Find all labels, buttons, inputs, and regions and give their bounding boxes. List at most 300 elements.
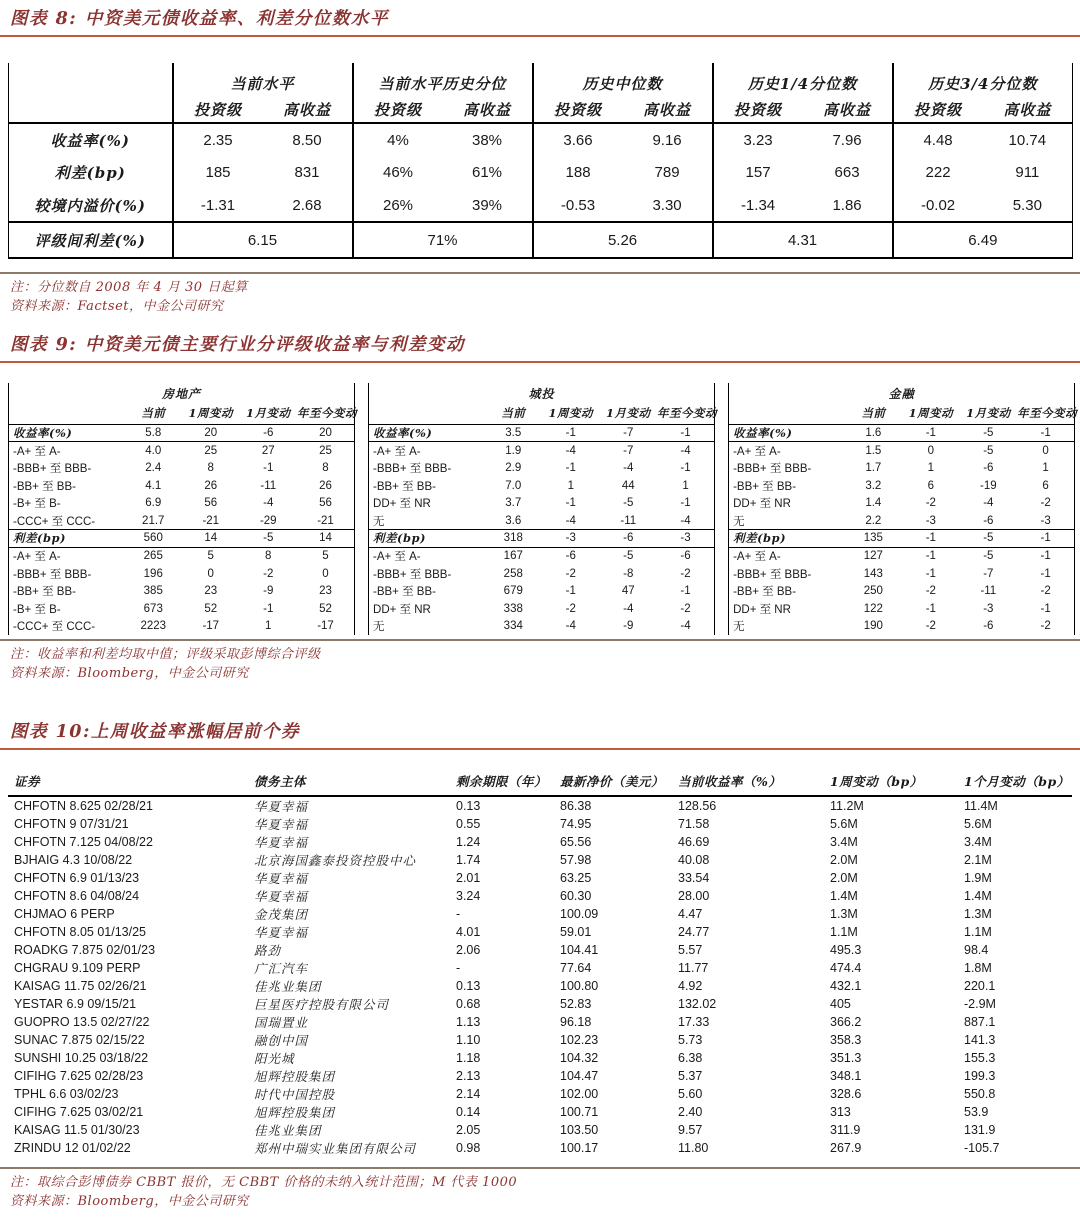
figure10-tenor: 0.55 bbox=[456, 817, 481, 832]
figure10-bond-row bbox=[8, 977, 1072, 995]
figure9-cell: -1 bbox=[925, 532, 936, 545]
figure10-price: 100.09 bbox=[560, 907, 599, 922]
figure8-section bbox=[0, 0, 1080, 316]
figure8-title-rule bbox=[0, 35, 1080, 37]
figure9-column-header: 当前 bbox=[501, 406, 526, 421]
figure9-cell: -1 bbox=[925, 602, 936, 615]
figure9-cell: -19 bbox=[980, 479, 997, 492]
figure9-cell: -6 bbox=[983, 461, 994, 474]
figure9-cell: -5 bbox=[623, 550, 634, 563]
figure8-cell: 8.50 bbox=[292, 131, 322, 149]
figure10-month-change: 550.8 bbox=[964, 1087, 996, 1102]
figure9-column-header: 年至今变动 bbox=[657, 406, 718, 421]
figure8-group-header: 历史1/4分位数 bbox=[713, 63, 893, 97]
figure9-panel-title-row bbox=[369, 383, 715, 403]
figure9-row-label: -B+ 至 B- bbox=[13, 603, 61, 616]
figure10-issuer: 华夏幸福 bbox=[254, 889, 309, 905]
figure10-week-change: 267.9 bbox=[830, 1141, 862, 1156]
figure9-cell: 52 bbox=[319, 602, 332, 615]
figure9-row bbox=[369, 565, 715, 583]
figure9-cell: -4 bbox=[565, 514, 576, 527]
figure9-cell: -21 bbox=[202, 514, 220, 527]
figure8-cell: 222 bbox=[893, 156, 983, 189]
figure10-table bbox=[8, 770, 1072, 1157]
figure9-row bbox=[729, 424, 1075, 442]
figure9-cell: 3.7 bbox=[505, 497, 522, 510]
figure10-bond-row bbox=[8, 1049, 1072, 1067]
figure9-row bbox=[729, 442, 1075, 460]
figure10-month-change: 1.1M bbox=[964, 925, 992, 940]
figure8-cell: 663 bbox=[834, 164, 860, 181]
figure10-yield: 40.08 bbox=[678, 853, 710, 868]
figure9-cell: -4 bbox=[983, 497, 994, 510]
figure9-row-label: -BB+ 至 BB- bbox=[373, 586, 436, 599]
figure8-group-header-row bbox=[9, 63, 1073, 97]
figure9-cell: 679 bbox=[503, 585, 523, 598]
figure8-cell: 157 bbox=[713, 156, 803, 189]
figure9-cell: -1 bbox=[1040, 550, 1051, 563]
figure8-merged-cell: 5.26 bbox=[533, 222, 713, 258]
figure10-price: 102.00 bbox=[560, 1087, 599, 1102]
figure10-week-change: 351.3 bbox=[830, 1051, 862, 1066]
figure9-cell: 5 bbox=[322, 550, 329, 563]
figure9-row-label: -B+ 至 B- bbox=[13, 498, 61, 511]
figure9-cell: 338 bbox=[503, 602, 523, 615]
figure9-column-header: 当前 bbox=[861, 406, 886, 421]
figure9-column-header: 1月变动 bbox=[245, 406, 291, 421]
figure10-month-change: -105.7 bbox=[964, 1141, 1000, 1156]
figure10-bond-row bbox=[8, 959, 1072, 977]
figure9-row-label: 利差(bp) bbox=[13, 531, 66, 546]
figure10-price: 100.80 bbox=[560, 979, 599, 994]
figure9-row-label: -BBB+ 至 BBB- bbox=[13, 568, 92, 581]
figure10-month-change: 131.9 bbox=[964, 1123, 996, 1138]
figure8-row-label: 利差(bp) bbox=[54, 164, 126, 182]
figure9-row bbox=[369, 530, 715, 548]
figure10-bond-row bbox=[8, 796, 1072, 815]
figure9-row bbox=[729, 582, 1075, 600]
figure10-month-change: 1.4M bbox=[964, 889, 992, 904]
figure9-row-label: DD+ 至 NR bbox=[373, 498, 431, 511]
figure10-week-change: 366.2 bbox=[830, 1015, 862, 1030]
figure10-yield: 11.80 bbox=[678, 1141, 709, 1156]
figure9-cell: -3 bbox=[565, 532, 576, 545]
figure9-row bbox=[729, 547, 1075, 565]
figure9-cell: -9 bbox=[263, 585, 274, 598]
figure10-ticker: CIFIHG 7.625 02/28/23 bbox=[14, 1069, 144, 1084]
figure8-table-head bbox=[9, 63, 1073, 123]
figure9-cell: 2.9 bbox=[505, 461, 522, 474]
figure9-cell: 4.1 bbox=[145, 479, 162, 492]
figure10-month-change: 155.3 bbox=[964, 1051, 996, 1066]
figure8-table-body bbox=[9, 123, 1073, 258]
figure9-row bbox=[9, 530, 355, 548]
figure8-cell: 46% bbox=[353, 156, 443, 189]
figure10-column-header: 证券 bbox=[14, 774, 41, 790]
figure8-merged-cell: 4.31 bbox=[713, 222, 893, 258]
figure10-yield: 5.60 bbox=[678, 1087, 703, 1102]
figure10-week-change: 348.1 bbox=[830, 1069, 862, 1084]
figure9-cell: -6 bbox=[680, 550, 691, 563]
figure9-cell: -1 bbox=[680, 461, 691, 474]
figure9-row bbox=[729, 530, 1075, 548]
figure9-row bbox=[729, 459, 1075, 477]
figure10-issuer: 巨星医疗控股有限公司 bbox=[254, 997, 390, 1013]
figure9-row bbox=[729, 618, 1075, 636]
figure8-merged-cell: 6.15 bbox=[173, 222, 353, 258]
figure9-row bbox=[9, 494, 355, 512]
figure9-cell: -4 bbox=[263, 497, 274, 510]
figure9-row bbox=[729, 494, 1075, 512]
figure9-cell: -4 bbox=[623, 602, 634, 615]
figure10-price: 104.32 bbox=[560, 1051, 599, 1066]
figure10-ticker: CHFOTN 9 07/31/21 bbox=[14, 817, 129, 832]
figure9-cell: -6 bbox=[263, 426, 274, 439]
figure9-cell: 135 bbox=[863, 532, 883, 545]
figure10-tenor: 4.01 bbox=[456, 925, 481, 940]
figure9-column-header: 1月变动 bbox=[966, 406, 1011, 421]
figure9-cell: -2 bbox=[263, 567, 274, 580]
figure9-cell: 25 bbox=[204, 444, 218, 457]
figure9-column-header: 1月变动 bbox=[606, 406, 651, 421]
figure9-row-label: 利差(bp) bbox=[373, 531, 426, 546]
figure9-row bbox=[369, 512, 715, 530]
figure9-row-label: -BB+ 至 BB- bbox=[733, 586, 797, 599]
figure10-price: 52.83 bbox=[560, 997, 592, 1012]
figure10-title-rule bbox=[0, 748, 1080, 750]
figure10-tenor: 2.05 bbox=[456, 1123, 481, 1138]
figure9-row bbox=[9, 618, 355, 636]
figure9-row bbox=[729, 512, 1075, 530]
figure8-cell: 188 bbox=[533, 156, 623, 189]
figure10-week-change: 405 bbox=[830, 997, 851, 1012]
figure10-ticker: CHFOTN 8.05 01/13/25 bbox=[14, 925, 147, 940]
figure9-cell: 1.4 bbox=[865, 497, 882, 510]
figure8-cell: -1.34 bbox=[713, 189, 803, 222]
figure10-bond-row bbox=[8, 941, 1072, 959]
figure9-note: 注：收益率和利差均取中值；评级采取彭博综合评级 bbox=[10, 647, 321, 663]
figure9-cell: -5 bbox=[983, 426, 994, 439]
figure10-tenor: 1.10 bbox=[456, 1033, 481, 1048]
figure9-cell: 8 bbox=[322, 461, 329, 474]
figure9-cell: -5 bbox=[263, 532, 274, 545]
figure10-ticker: CHFOTN 8.625 02/28/21 bbox=[14, 799, 153, 814]
figure9-cell: -5 bbox=[983, 532, 994, 545]
figure9-cell: 258 bbox=[503, 567, 523, 580]
figure9-cell: -1 bbox=[263, 461, 274, 474]
figure9-cell: 334 bbox=[503, 620, 523, 633]
figure10-price: 74.95 bbox=[560, 817, 592, 832]
figure10-month-change: 220.1 bbox=[964, 979, 996, 994]
figure8-subheader: 投资级 bbox=[353, 97, 443, 123]
figure9-cell: -9 bbox=[623, 620, 634, 633]
figure9-cell: 3.2 bbox=[865, 479, 882, 492]
figure10-issuer: 国瑞置业 bbox=[254, 1015, 309, 1031]
figure10-issuer: 旭辉控股集团 bbox=[254, 1069, 336, 1085]
figure9-row-label: -BB+ 至 BB- bbox=[13, 586, 76, 599]
figure8-cell: -1.31 bbox=[173, 189, 263, 222]
figure9-cell: -2 bbox=[680, 602, 691, 615]
figure10-issuer: 时代中国控股 bbox=[254, 1087, 336, 1103]
figure9-row-label: -BB+ 至 BB- bbox=[13, 480, 76, 493]
figure9-cell: -1 bbox=[925, 550, 936, 563]
figure9-cell: 127 bbox=[863, 550, 883, 563]
figure8-cell: 2.68 bbox=[292, 196, 322, 214]
figure10-column-header: 当前收益率（%） bbox=[678, 774, 782, 790]
figure9-cell: -3 bbox=[983, 602, 994, 615]
figure9-title: 图表 9: 中资美元债主要行业分评级收益率与利差变动 bbox=[10, 335, 465, 355]
figure9-row-label: -CCC+ 至 CCC- bbox=[13, 515, 96, 528]
figure10-issuer: 华夏幸福 bbox=[254, 835, 309, 851]
figure9-column-header: 年至今变动 bbox=[1017, 406, 1078, 421]
figure10-ticker: YESTAR 6.9 09/15/21 bbox=[14, 997, 137, 1012]
figure10-tenor: - bbox=[456, 907, 461, 922]
figure9-cell: -2 bbox=[925, 497, 936, 510]
figure9-notes bbox=[0, 641, 1080, 683]
figure9-row bbox=[729, 565, 1075, 583]
figure10-ticker: CIFIHG 7.625 03/02/21 bbox=[14, 1105, 144, 1120]
figure10-month-change: 887.1 bbox=[964, 1015, 996, 1030]
figure10-table-body bbox=[8, 796, 1072, 1157]
figure9-row-label: 利差(bp) bbox=[733, 531, 787, 546]
figure10-bond-row bbox=[8, 1067, 1072, 1085]
figure10-issuer: 华夏幸福 bbox=[254, 799, 309, 815]
figure8-cell: 1.86 bbox=[832, 196, 862, 214]
figure8-cell: 9.16 bbox=[652, 131, 682, 149]
figure9-cell: 5.8 bbox=[145, 426, 162, 439]
figure9-cell: 0 bbox=[322, 567, 329, 580]
figure9-cell: -1 bbox=[565, 585, 576, 598]
figure10-month-change: 199.3 bbox=[964, 1069, 996, 1084]
figure10-week-change: 1.4M bbox=[830, 889, 858, 904]
figure10-yield: 9.57 bbox=[678, 1123, 703, 1138]
figure9-cell: -1 bbox=[565, 461, 576, 474]
figure8-cell: 831 bbox=[294, 164, 320, 181]
figure10-tenor: 1.74 bbox=[456, 853, 481, 868]
figure9-cell: -1 bbox=[680, 497, 691, 510]
figure10-header-row bbox=[8, 770, 1072, 796]
figure8-cell: 4.48 bbox=[893, 123, 983, 156]
figure9-cell: -6 bbox=[565, 550, 576, 563]
figure9-panel-title-row bbox=[729, 383, 1075, 403]
figure9-cell: 385 bbox=[143, 585, 163, 598]
figure10-column-header: 剩余期限（年） bbox=[456, 774, 548, 790]
figure9-cell: -7 bbox=[983, 567, 994, 580]
figure9-corner-cell bbox=[369, 403, 485, 424]
figure10-issuer: 华夏幸福 bbox=[254, 925, 309, 941]
figure10-price: 63.25 bbox=[560, 871, 592, 886]
figure9-cell: 560 bbox=[143, 532, 163, 545]
figure9-cell: -6 bbox=[623, 532, 634, 545]
figure9-row bbox=[369, 442, 715, 460]
figure9-cell: -1 bbox=[263, 602, 274, 615]
figure9-row bbox=[9, 565, 355, 583]
figure10-ticker: TPHL 6.6 03/02/23 bbox=[14, 1087, 119, 1102]
figure8-group-header: 当前水平 bbox=[173, 63, 353, 97]
figure10-week-change: 3.4M bbox=[830, 835, 858, 850]
figure10-column-header: 1周变动（bp） bbox=[830, 774, 923, 790]
figure9-cell: -3 bbox=[925, 514, 936, 527]
figure8-subheader: 高收益 bbox=[283, 101, 332, 119]
figure10-yield: 5.37 bbox=[678, 1069, 703, 1084]
figure10-week-change: 495.3 bbox=[830, 943, 862, 958]
figure9-panel-title-row bbox=[9, 383, 355, 403]
figure10-yield: 2.40 bbox=[678, 1105, 703, 1120]
figure9-row-label: -BBB+ 至 BBB- bbox=[373, 568, 452, 581]
figure10-bond-row bbox=[8, 815, 1072, 833]
figure10-note: 注：取综合彭博债券 CBBT 报价，无 CBBT 价格的未纳入统计范围；M 代表 1000 bbox=[10, 1175, 518, 1191]
figure10-tenor: 0.14 bbox=[456, 1105, 481, 1120]
figure10-tenor: 0.68 bbox=[456, 997, 481, 1012]
figure9-row bbox=[9, 512, 355, 530]
figure9-cell: 26 bbox=[204, 479, 218, 492]
figure9-cell: 1 bbox=[927, 461, 935, 474]
figure10-tenor: 0.13 bbox=[456, 979, 481, 994]
figure8-group-header: 历史中位数 bbox=[533, 63, 713, 97]
figure10-notes bbox=[0, 1169, 1080, 1211]
figure9-panel-2 bbox=[368, 383, 718, 635]
figure8-group-header: 当前水平历史分位 bbox=[353, 63, 533, 97]
figure10-week-change: 11.2M bbox=[830, 799, 864, 814]
figure10-section bbox=[0, 713, 1080, 1211]
figure10-yield: 6.38 bbox=[678, 1051, 703, 1066]
figure9-row bbox=[9, 600, 355, 618]
figure9-row bbox=[729, 477, 1075, 495]
figure9-cell: -11 bbox=[980, 585, 997, 598]
figure9-row bbox=[9, 459, 355, 477]
figure9-cell: 47 bbox=[621, 585, 635, 598]
figure8-cell: 10.74 bbox=[1008, 131, 1047, 149]
figure9-cell: -4 bbox=[565, 620, 576, 633]
figure9-cell: 1 bbox=[567, 479, 574, 492]
figure10-bond-row bbox=[8, 1013, 1072, 1031]
figure9-cell: 8 bbox=[207, 461, 214, 474]
figure8-cell: -0.53 bbox=[533, 189, 623, 222]
figure8-subheader: 高收益 bbox=[823, 101, 872, 119]
figure10-week-change: 474.4 bbox=[830, 961, 862, 976]
figure10-price: 59.01 bbox=[560, 925, 592, 940]
figure9-cell: -4 bbox=[565, 444, 576, 457]
figure8-cell: 5.30 bbox=[1012, 196, 1042, 214]
figure9-panel-body bbox=[729, 383, 1078, 635]
figure8-cell: 3.23 bbox=[713, 123, 803, 156]
figure10-issuer: 佳兆业集团 bbox=[254, 1123, 322, 1139]
figure9-row-label: 无 bbox=[373, 621, 385, 634]
figure10-bond-row bbox=[8, 995, 1072, 1013]
figure9-cell: 8 bbox=[265, 550, 272, 563]
figure8-row-label: 收益率(%) bbox=[50, 131, 130, 150]
figure9-cell: 21.7 bbox=[142, 514, 165, 527]
figure10-month-change: -2.9M bbox=[964, 997, 996, 1012]
figure10-issuer: 北京海国鑫泰投资控股中心 bbox=[254, 853, 417, 869]
figure10-ticker: SUNSHI 10.25 03/18/22 bbox=[14, 1051, 149, 1066]
figure10-bond-row bbox=[8, 1121, 1072, 1139]
figure9-cell: -5 bbox=[623, 497, 634, 510]
figure10-month-change: 3.4M bbox=[964, 835, 992, 850]
figure9-cell: 1 bbox=[682, 479, 689, 492]
figure9-cell: -1 bbox=[680, 585, 691, 598]
figure8-cell: 2.35 bbox=[173, 123, 263, 156]
figure9-section bbox=[0, 326, 1080, 683]
figure9-column-header-row bbox=[729, 403, 1075, 424]
figure9-cell: -17 bbox=[202, 620, 220, 633]
figure8-cell: 3.66 bbox=[533, 123, 623, 156]
figure8-subheader: 高收益 bbox=[463, 101, 512, 119]
figure10-yield: 4.47 bbox=[678, 907, 703, 922]
figure9-column-header: 1周变动 bbox=[548, 406, 594, 421]
figure9-row-label: 收益率(%) bbox=[13, 425, 73, 440]
figure10-bond-row bbox=[8, 1085, 1072, 1103]
figure9-row-label: 无 bbox=[733, 515, 745, 528]
figure9-cell: -7 bbox=[623, 426, 634, 439]
figure8-subheader: 投资级 bbox=[173, 97, 263, 123]
figure10-price: 86.38 bbox=[560, 799, 592, 814]
figure9-cell: -3 bbox=[680, 532, 691, 545]
figure8-source: 资料来源：Factset，中金公司研究 bbox=[10, 299, 224, 314]
figure10-ticker: KAISAG 11.5 01/30/23 bbox=[14, 1123, 140, 1138]
figure9-cell: -11 bbox=[620, 514, 637, 527]
figure8-cell: 789 bbox=[654, 164, 680, 181]
figure8-notes bbox=[0, 274, 1080, 316]
figure10-ticker: CHFOTN 7.125 04/08/22 bbox=[14, 835, 153, 850]
figure9-cell: 318 bbox=[503, 532, 523, 545]
figure8-corner-cell bbox=[9, 63, 173, 123]
figure9-cell: 4.0 bbox=[145, 444, 162, 457]
figure9-cell: 190 bbox=[863, 620, 883, 633]
figure9-cell: 0 bbox=[927, 444, 935, 457]
figure9-row-label: 无 bbox=[373, 515, 385, 528]
figure10-price: 104.47 bbox=[560, 1069, 599, 1084]
figure9-cell: -8 bbox=[623, 567, 634, 580]
figure8-title: 图表 8: 中资美元债收益率、利差分位数水平 bbox=[10, 9, 389, 29]
figure9-cell: -2 bbox=[925, 585, 936, 598]
figure9-cell: 26 bbox=[319, 479, 332, 492]
figure10-ticker: KAISAG 11.75 02/26/21 bbox=[14, 979, 147, 994]
figure10-issuer: 郑州中瑞实业集团有限公司 bbox=[254, 1141, 417, 1157]
figure9-row bbox=[369, 582, 715, 600]
figure9-panel-title: 城投 bbox=[528, 386, 555, 401]
figure8-cell: 7.96 bbox=[832, 131, 862, 149]
figure10-issuer: 佳兆业集团 bbox=[254, 979, 322, 995]
figure9-column-header-row bbox=[369, 403, 715, 424]
figure9-row-label: -A+ 至 A- bbox=[373, 551, 421, 564]
figure10-week-change: 5.6M bbox=[830, 817, 858, 832]
figure9-cell: -5 bbox=[983, 444, 994, 457]
figure9-column-header: 1周变动 bbox=[908, 406, 954, 421]
figure10-tenor: 3.24 bbox=[456, 889, 481, 904]
figure10-issuer: 金茂集团 bbox=[254, 907, 309, 923]
figure10-issuer: 融创中国 bbox=[254, 1033, 309, 1049]
figure10-price: 102.23 bbox=[560, 1033, 599, 1048]
figure8-merged-row bbox=[9, 222, 1073, 258]
figure9-panel-body bbox=[369, 383, 718, 635]
figure9-cell: 23 bbox=[319, 585, 332, 598]
figure9-row bbox=[9, 547, 355, 565]
figure9-row bbox=[9, 582, 355, 600]
figure10-column-header: 债务主体 bbox=[254, 774, 307, 790]
figure9-cell: -4 bbox=[623, 461, 634, 474]
figure10-yield: 33.54 bbox=[678, 871, 710, 886]
figure10-ticker: GUOPRO 13.5 02/27/22 bbox=[14, 1015, 150, 1030]
figure9-cell: 265 bbox=[143, 550, 163, 563]
figure9-row bbox=[369, 424, 715, 442]
figure8-merged-cell: 6.49 bbox=[893, 222, 1073, 258]
figure10-yield: 17.33 bbox=[678, 1015, 710, 1030]
figure10-week-change: 311.9 bbox=[830, 1123, 861, 1138]
figure9-row-label: -CCC+ 至 CCC- bbox=[13, 621, 96, 634]
figure10-bond-row bbox=[8, 1139, 1072, 1157]
figure9-cell: 0 bbox=[207, 567, 214, 580]
